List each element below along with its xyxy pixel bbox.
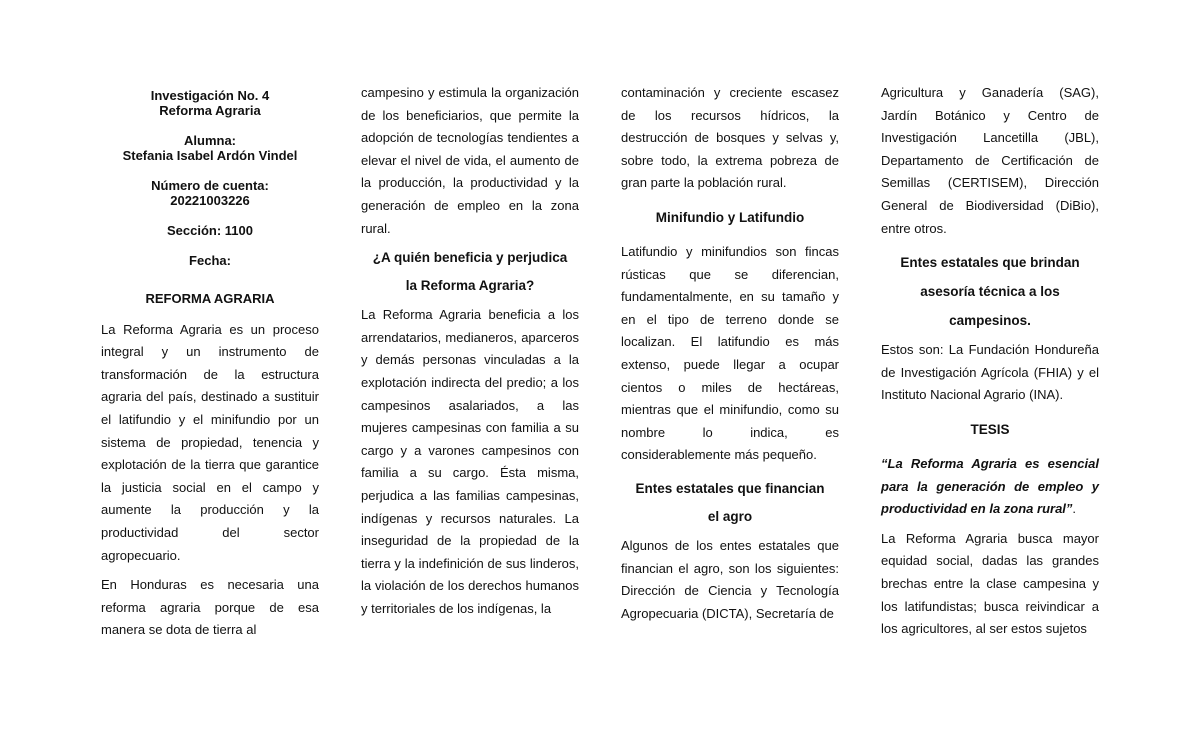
column-3 [621, 82, 839, 625]
student-label: Alumna: [184, 133, 236, 148]
thesis-text: “La Reforma Agraria es esencial para la generación de empleo y productividad en la zona rural” [881, 455, 1099, 517]
section-number: Sección: 1100 [167, 223, 253, 238]
paragraph-definition: La Reforma Agraria es un proceso integral y un instrumento de transformación de la estructura agraria del país, destinado a sustituir el latifundio y el minifundio por un sistema de propiedad, tenencia y explotación de la tierra que garantice la justicia social en el campo y aumente la producción y la productividad del sector agropecuario. [101, 321, 319, 563]
heading-financian-line2: el agro [707, 508, 753, 524]
date-label: Fecha: [189, 253, 231, 268]
paragraph-minifundio: Latifundio y minifundios son fincas rústicas que se diferencian, fundamentalmente, en su tamaño y en el tipo de terreno donde se localizan. El latifundio es más extenso, puede llegar a ocupar cientos o miles de hectáreas, mientras que el minifundio, como su nombre lo indica, es considerablemente más pequeño. [621, 243, 839, 463]
heading-asesoria-line3: campesinos. [949, 313, 1031, 329]
account-label: Número de cuenta: [151, 178, 269, 193]
column-2 [361, 82, 579, 620]
heading-beneficia-line1: ¿A quién beneficia y perjudica [372, 250, 568, 266]
main-title: REFORMA AGRARIA [145, 291, 275, 306]
account-number: 20221003226 [170, 193, 250, 208]
paragraph-continuation: campesino y estimula la organización de los beneficiarios, que permite la adopción de tecnologías tendientes a elevar el nivel de vida, el aumento de la producción, la productividad y la generación de empleo en la zona rural. [361, 85, 579, 236]
paragraph-beneficia: La Reforma Agraria beneficia a los arrendatarios, medianeros, aparceros y demás personas vinculadas a la explotación indirecta del predio; a los campesinos asalariados, a las mujeres campesinas con familia a su cargo y a varones campesinos con familia a su cargo. Ésta misma, perjudica a las familias campesinas, indígenas y recursos naturales. La inseguridad de la propiedad de la tierra y la indefinición de sus linderos, la violación de los derechos humanos y territoriales de los indígenas, la [361, 307, 579, 616]
student-name: Stefania Isabel Ardón Vindel [122, 148, 298, 163]
paragraph-asesoria: Estos son: La Fundación Hondureña de Investigación Agrícola (FHIA) y el Instituto Nacional Agrario (INA). [881, 342, 1099, 403]
heading-financian [621, 475, 839, 531]
paragraph-financian: Algunos de los entes estatales que financian el agro, son los siguientes: Dirección de Ciencia y Tecnología Agropecuaria (DICTA), Secretaría de [621, 537, 839, 621]
investigation-number: Investigación No. 4 [150, 88, 270, 103]
thesis-tail: . [1072, 501, 1077, 517]
heading-tesis: TESIS [970, 421, 1010, 437]
subject-title: Reforma Agraria [159, 103, 261, 118]
heading-beneficia-line2: la Reforma Agraria? [405, 278, 535, 294]
paragraph-entes-list: Agricultura y Ganadería (SAG), Jardín Botánico y Centro de Investigación Lancetilla (JBL), Departamento de Certificación de Semillas (CERTISEM), Dirección General de Biodiversidad (DiBio), entre otros. [881, 85, 1099, 236]
document-header [101, 88, 319, 268]
paragraph-contaminacion: contaminación y creciente escasez de los recursos hídricos, la destrucción de bosques y selvas y, sobre todo, la extrema pobreza de gran parte la población rural. [621, 85, 839, 191]
paragraph-tesis: La Reforma Agraria busca mayor equidad social, dadas las grandes brechas entre la clase campesina y los latifundistas; busca reivindicar a los agricultores, al ser estos sujetos [881, 530, 1099, 637]
heading-asesoria [881, 248, 1099, 335]
heading-minifundio: Minifundio y Latifundio [655, 209, 805, 225]
heading-asesoria-line2: asesoría técnica a los [920, 284, 1060, 300]
column-4 [881, 82, 1099, 641]
heading-beneficia [361, 244, 579, 300]
column-1 [101, 82, 319, 642]
heading-financian-line1: Entes estatales que financian [635, 480, 825, 496]
paragraph-honduras: En Honduras es necesaria una reforma agraria porque de esa manera se dota de tierra al [101, 577, 319, 638]
heading-asesoria-line1: Entes estatales que brindan [900, 255, 1080, 271]
thesis-statement [881, 453, 1099, 521]
